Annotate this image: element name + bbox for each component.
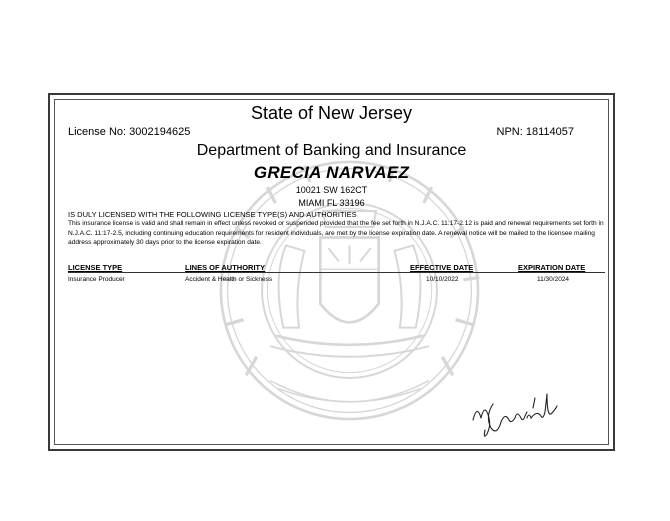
license-number: License No: 3002194625 [68, 126, 191, 138]
department-name: Department of Banking and Insurance [196, 142, 467, 159]
column-header-effective-date: EFFECTIVE DATE [410, 263, 474, 272]
license-validity-statement: This insurance license is valid and shall remain in effect unless revoked or suspended provided that the fee set forth in N.J.A.C. 11:17-2.12 is paid and renewal requirements set forth in N.J.A.C. 11:17-2.5, including continuing education requirements for resident individuals, are met by the license expiration date. A renewal notice will be mailed to the licensee mailing address approximately 30 days prior to the license expiration date. [68, 220, 604, 246]
cell-expiration-date: 11/30/2024 [537, 276, 570, 283]
cell-license-type: Insurance Producer [68, 276, 125, 283]
column-header-lines-of-authority: LINES OF AUTHORITY [185, 263, 266, 272]
signature-icon [467, 382, 567, 444]
licensee-name: GRECIA NARVAEZ [253, 163, 410, 182]
table-header-divider [68, 272, 605, 273]
address-line-2: MIAMI FL 33196 [298, 198, 365, 208]
column-header-license-type: LICENSE TYPE [68, 263, 123, 272]
cell-effective-date: 10/10/2022 [426, 276, 459, 283]
address-line-1: 10021 SW 162CT [295, 185, 368, 195]
certificate-inner-border [54, 99, 609, 445]
state-title: State of New Jersey [250, 103, 413, 123]
licensed-statement-heading: IS DULY LICENSED WITH THE FOLLOWING LICENSE TYPE(S) AND AUTHORITIES [68, 210, 357, 219]
cell-lines-of-authority: Accident & Health or Sickness [185, 276, 273, 283]
npn-number: NPN: 18114057 [496, 126, 574, 138]
column-header-expiration-date: EXPIRATION DATE [518, 263, 586, 272]
license-certificate [48, 93, 615, 451]
